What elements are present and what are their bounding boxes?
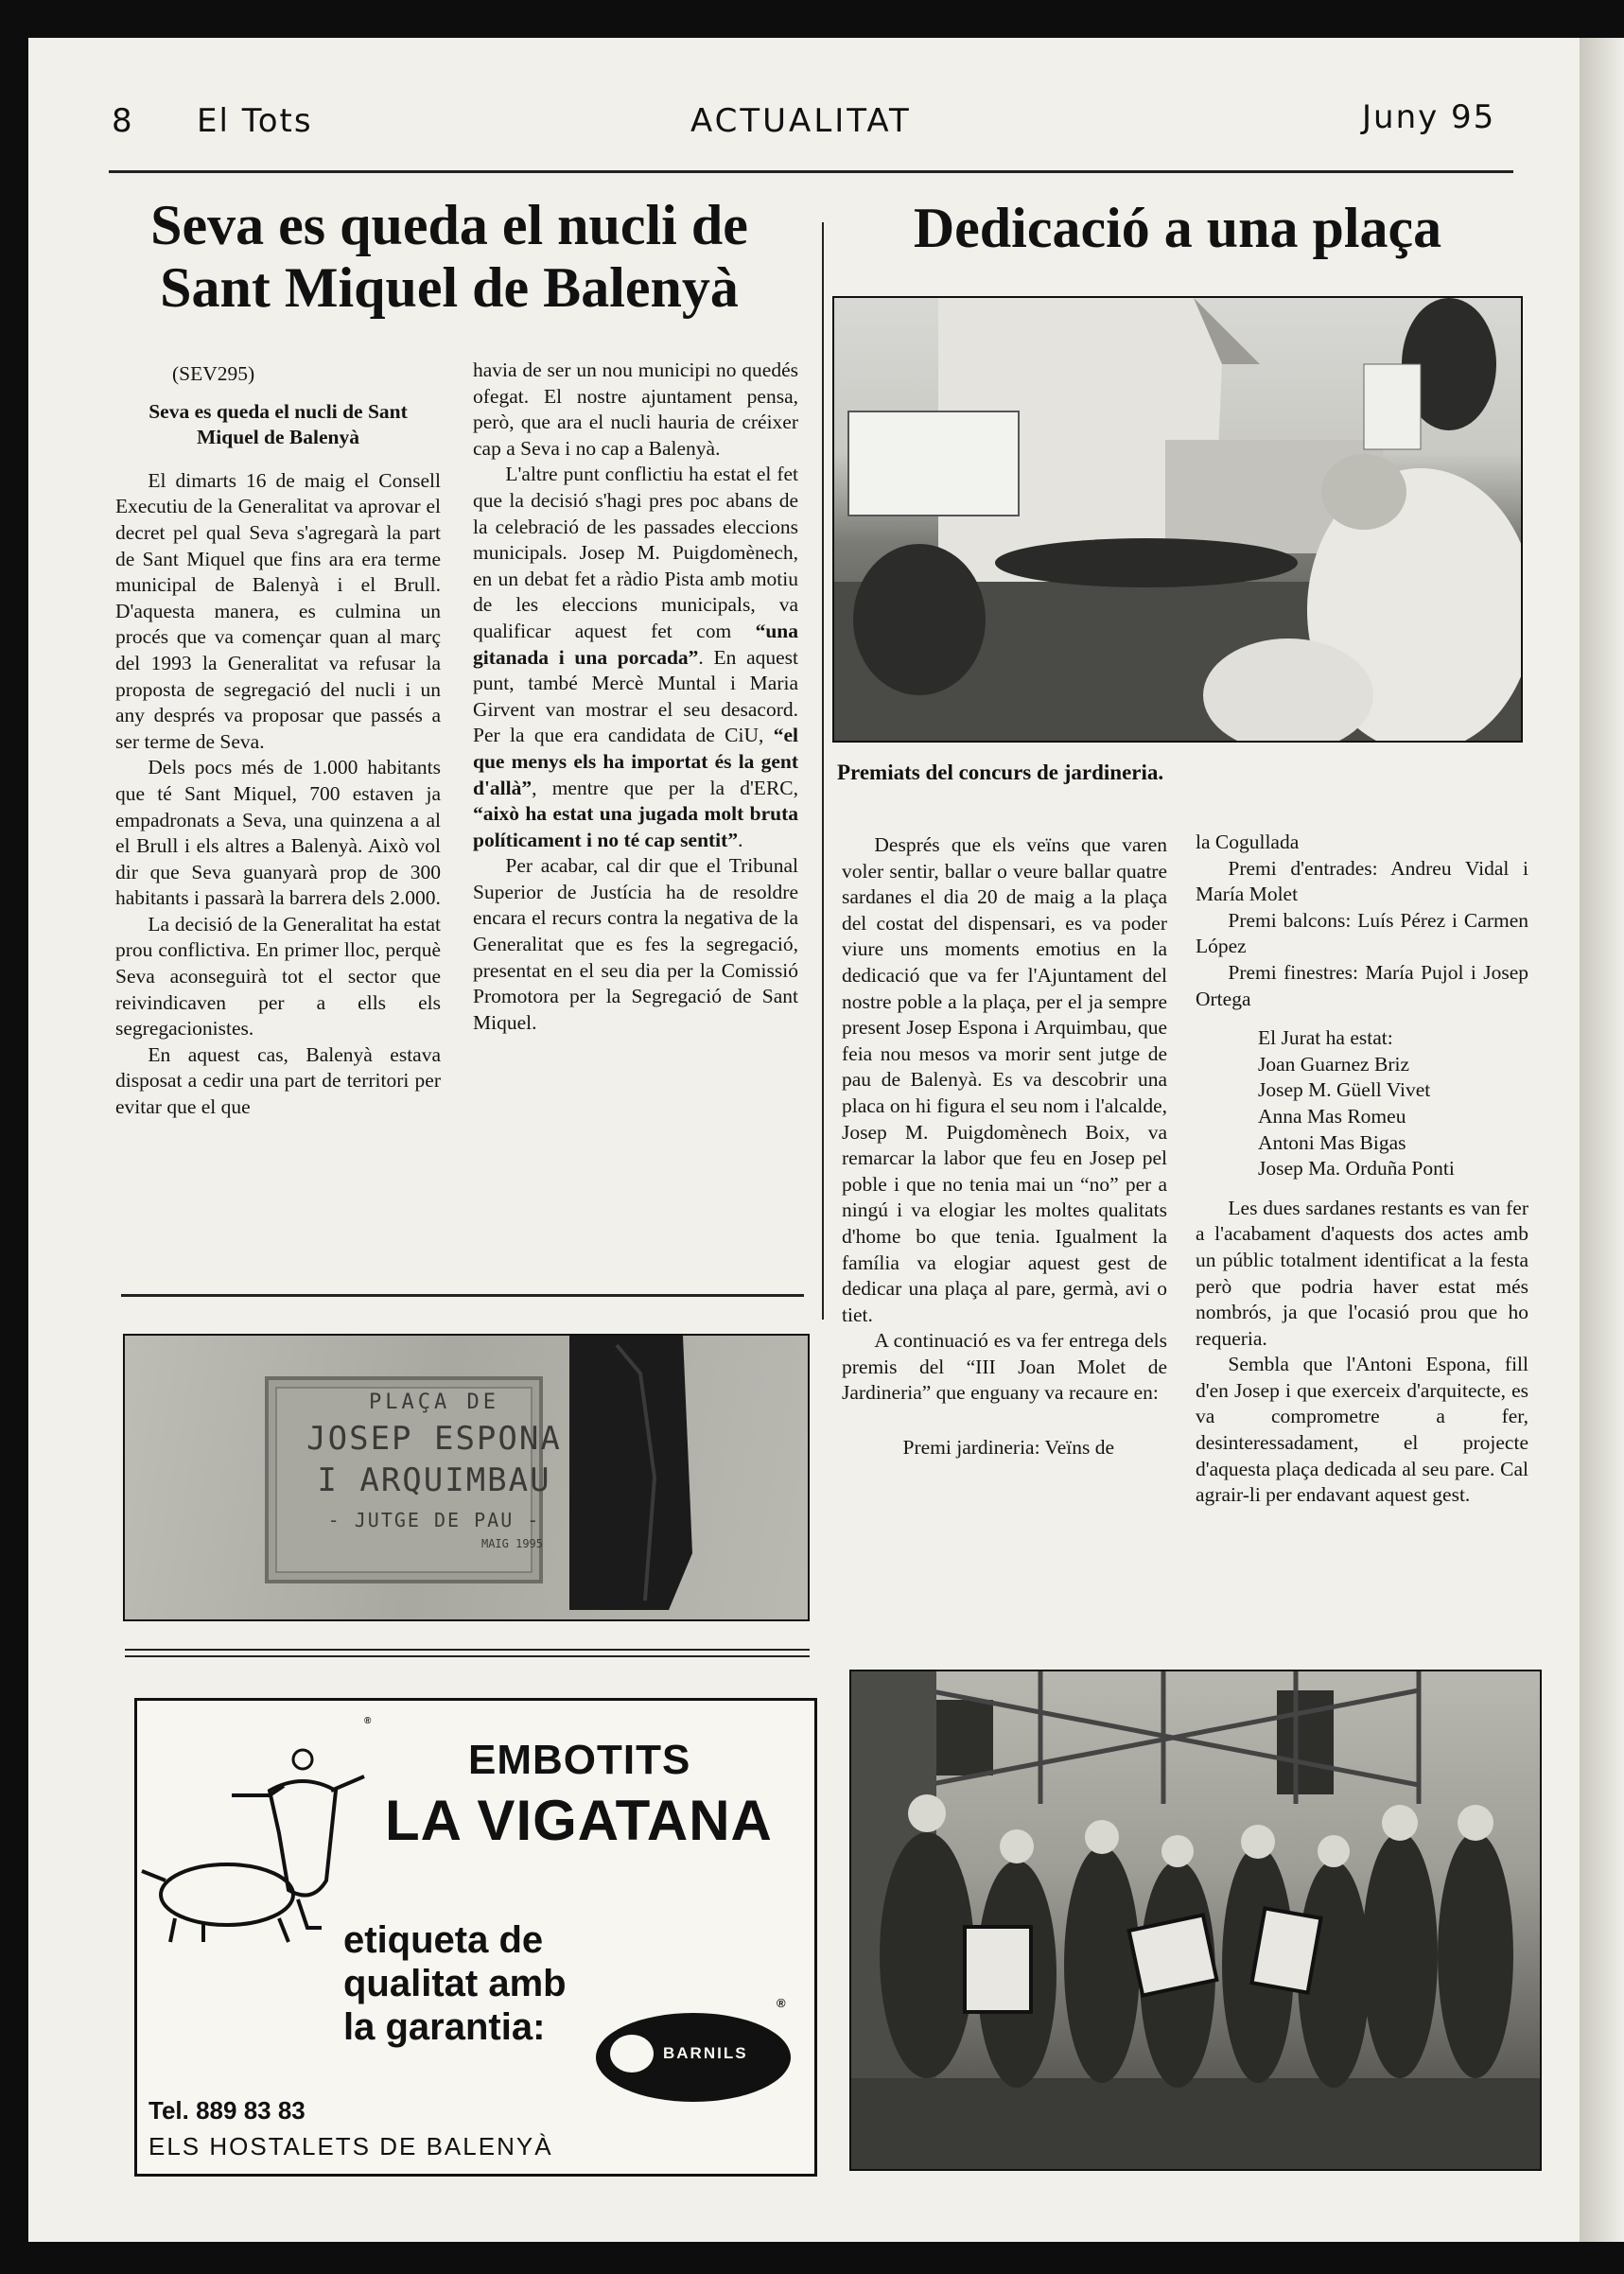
article1-paragraph-quotes: [473, 462, 798, 853]
article2-headline: Dedicació a una plaça: [913, 197, 1442, 259]
text-run: .: [738, 828, 743, 851]
article1-paragraph: En aquest cas, Balenyà estava disposat a cedir una part de territori per evitar que el que: [115, 1042, 441, 1119]
text-run: L'altre punt conflictiu ha estat el fet que la decisió s'hagi pres poc abans de la celebració de les passades eleccions municipals. Josep M. Puigdomènech, en un debat fet a ràdio Pista amb motiu de les eleccions municipals, va qualificar aquest fet com: [473, 463, 798, 642]
plaque-line: - JUTGE DE PAU -: [327, 1509, 541, 1531]
prize-entry: Premi balcons: Luís Pérez i Carmen López: [1196, 908, 1528, 958]
ad-phone-label: Tel.: [148, 2096, 189, 2125]
ad-phone: [148, 2096, 306, 2125]
prize-entry: Premi d'entrades: Andreu Vidal i María Molet: [1196, 856, 1528, 906]
ad-tagline-line: etiqueta de: [343, 1919, 544, 1961]
ad-top-rule: [125, 1655, 810, 1657]
ad-brand-line2: LA VIGATANA: [385, 1789, 773, 1852]
column-separator: [822, 222, 824, 1320]
text-run: . En aquest punt, també Mercè Muntal i Maria Girvent van mostrar el seu desacord. Per la que era candidata de CiU,: [473, 645, 798, 747]
ad-tagline: [343, 1918, 567, 2049]
header-rule: [109, 170, 1513, 173]
article2-paragraph: Les dues sardanes restants es van fer a l'acabament d'aquests dos actes amb un públic totalment identificat a la festa però que podria haver estat més nombrós, ja que l'ocasió prou que ho requeria.: [1196, 1196, 1528, 1350]
article2-paragraph: A continuació es va fer entrega dels premis del “III Joan Molet de Jardineria” que enguany va recaure en:: [842, 1329, 1167, 1405]
photo-caption: Premiats del concurs de jardineria.: [837, 761, 1164, 784]
article1-headline: [114, 194, 785, 319]
ad-phone-number: 889 83 83: [196, 2096, 306, 2125]
article2-paragraph: Premi jardineria: Veïns de: [902, 1436, 1115, 1460]
article1-paragraph: Dels pocs més de 1.000 habitants que té Sant Miquel, 700 estaven ja empadronats a Seva, una quinzena a al el Brull i els altres a Balenyà. Això vol dir que Seva guanyarà prop de 300 habitants i passarà la barrera dels 2.000.: [115, 756, 441, 910]
ad-top-rule: [125, 1649, 810, 1651]
text-run: , mentre que per la d'ERC,: [532, 776, 798, 799]
article1-column1: [115, 361, 441, 1121]
quote-bold: “això ha estat una jugada molt bruta políticament i no té cap sentit”: [473, 802, 798, 851]
publication-name: El Tots: [197, 102, 313, 140]
article1-bottom-rule: [121, 1294, 804, 1297]
article1-byline: (SEV295): [172, 362, 255, 385]
quote-bold: “el que menys els ha importat és la gent d'allà”: [473, 724, 798, 799]
barnils-logo-text: BARNILS: [663, 2044, 748, 2062]
article1-column2: [473, 358, 798, 1036]
prize-entry: Premi finestres: María Pujol i Josep Ortega: [1196, 960, 1528, 1010]
jury-member: Josep M. Güell Vivet: [1258, 1078, 1431, 1102]
article1-headline-line1: Seva es queda el nucli de: [150, 194, 748, 256]
article1-paragraph: Per acabar, cal dir que el Tribunal Superior de Justícia ha de resoldre encara el recurs contra la negativa de la Generalitat que es fes la segregació, presentat en el seu dia per la Comissió Promotora per la Segregació de Sant Miquel.: [473, 854, 798, 1034]
section-title: ACTUALITAT: [690, 102, 912, 140]
article1-paragraph: El dimarts 16 de maig el Consell Executiu de la Generalitat va aprovar el decret pel qual Seva s'agregarà la part de Sant Miquel que fins ara era terme municipal de Balenyà i el Brull. D'aquesta manera, es culmina un procés que va començar quan al març del 1993 la Generalitat va refusar la proposta de segregació del nucli i un any després va proposar que passés a ser terme de Seva.: [115, 468, 441, 753]
prizewinners-photo: [849, 1670, 1542, 2171]
jury-title: El Jurat ha estat:: [1258, 1026, 1393, 1050]
band-photo-graphic: [834, 298, 1521, 741]
barnils-logo-emblem: [610, 2035, 654, 2073]
plaque-text: [278, 1391, 590, 1550]
article1-headline-line2: Sant Miquel de Balenyà: [160, 256, 739, 319]
article1-subheadline: Seva es queda el nucli de Sant Miquel de Balenyà: [148, 399, 408, 449]
plaque-line: PLAÇA DE: [369, 1391, 499, 1414]
advertisement-la-vigatana: [134, 1698, 817, 2177]
barnils-logo: [596, 2013, 791, 2102]
plaque-line: MAIG 1995: [480, 1537, 543, 1550]
registered-mark: ®: [364, 1716, 372, 1726]
ad-address: ELS HOSTALETS DE BALENYÀ: [148, 2132, 553, 2160]
ad-tagline-line: qualitat amb: [343, 1963, 567, 2004]
article2-paragraph: Sembla que l'Antoni Espona, fill d'en Josep i que exerceix d'arquitecte, es va comprometre a fer, desinteressadament, el projecte d'aquesta plaça dedicada al seu pare. Cal agrair-li per endavant aquest gest.: [1196, 1353, 1528, 1507]
jury-member: Josep Ma. Orduña Ponti: [1258, 1157, 1455, 1181]
registered-mark: ®: [777, 1996, 786, 2010]
page-fold-edge: [1580, 38, 1624, 2242]
article2-column2: [1196, 830, 1528, 1509]
jury-list: [1196, 1025, 1528, 1182]
issue-date: Juny 95: [1362, 98, 1496, 136]
plaque-line: I ARQUIMBAU: [317, 1461, 551, 1499]
jury-member: Joan Guarnez Briz: [1258, 1052, 1409, 1076]
article1-paragraph: La decisió de la Generalitat ha estat prou conflictiva. En primer lloc, perquè Seva aconseguirà tot el sector que reivindicaven per a ells els segregacionistes.: [115, 912, 441, 1041]
band-photo: [832, 296, 1523, 743]
plaque-photo: [123, 1334, 810, 1621]
ad-tagline-line: la garantia:: [343, 2006, 546, 2048]
article2-column1: [842, 832, 1167, 1461]
article1-paragraph: havia de ser un nou municipi no quedés ofegat. El nostre ajuntament pensa, però, que ara el nucli hauria de créixer cap a Seva i no cap a Balenyà.: [473, 359, 798, 460]
plaque-line: JOSEP ESPONA: [306, 1420, 562, 1458]
jury-member: Anna Mas Romeu: [1258, 1104, 1406, 1128]
article2-text: la Cogullada: [1196, 831, 1300, 853]
quote-bold: “una gitanada i una porcada”: [473, 619, 798, 669]
article2-paragraph: Després que els veïns que varen voler sentir, ballar o veure ballar quatre sardanes el dia 20 de maig a la plaça del costat del dispensari, es va poder viure uns moments emotius en la dedicació que va fer l'Ajuntament del nostre poble a la plaça, per el ja sempre present Josep Espona i Arquimbau, que feia nou mesos va morir sent jutge de pau de Balenyà. Es va descobrir una placa on hi figura el seu nom i l'alcalde, Josep M. Puigdomènech Boix, va remarcar la labor que feu en Josep pel poble i que no tenia mai un “no” per a ningú i va elogiar les moltes qualitats d'home bo que tenia. Igualment la família va elogiar aquest gest de dedicar una plaça al pare, germà, avi o tiet.: [842, 833, 1167, 1326]
jury-member: Antoni Mas Bigas: [1258, 1130, 1406, 1154]
prizewinners-photo-graphic: [851, 1671, 1540, 2169]
page-number: 8: [112, 102, 132, 140]
ad-brand-line1: EMBOTITS: [468, 1737, 691, 1783]
